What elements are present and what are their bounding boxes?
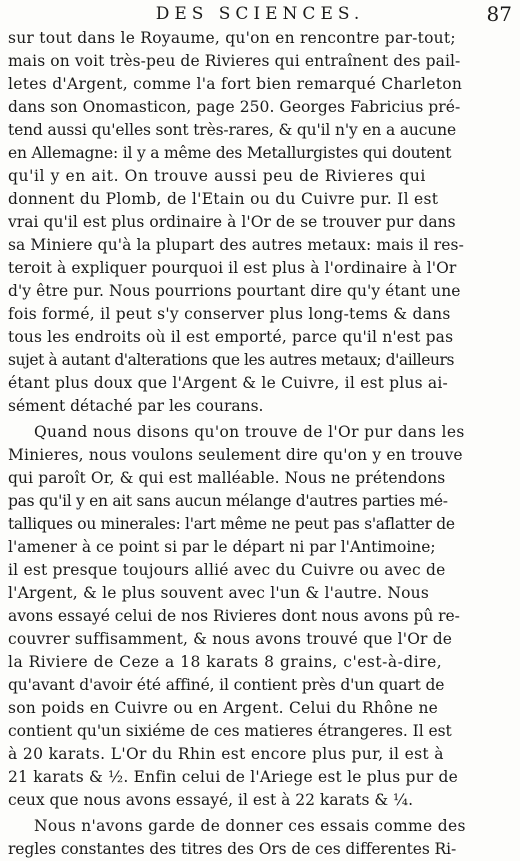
text-line: en Allemagne: il y a même des Metallurgistes qui doutent (8, 144, 452, 162)
text-line: l'amener à ce point si par le départ ni par l'Antimoine; (8, 538, 436, 556)
text-line: ceux que nous avons essayé, il est à 22 karats & ¼. (8, 791, 413, 809)
page-number: 87 (486, 2, 512, 26)
text-line: avons essayé celui de nos Rivieres dont nous avons pû re- (8, 607, 460, 625)
running-title: DES SCIENCES. (155, 4, 365, 24)
running-head (0, 2, 520, 28)
text-line: Nous n'avons garde de donner ces essais comme des (34, 817, 466, 835)
text-line: donnent du Plomb, de l'Etain ou du Cuivre pur. Il est (8, 190, 439, 208)
text-line: 21 karats & ½. Enfin celui de l'Ariege est le plus pur de (8, 768, 459, 786)
text-line: sément détaché par les courans. (8, 397, 264, 415)
text-line: teroit à expliquer pourquoi il est plus à l'ordinaire à l'Or (8, 259, 457, 277)
text-line: étant plus doux que l'Argent & le Cuivre, il est plus ai- (8, 374, 448, 392)
text-line: Minieres, nous voulons seulement dire qu'on y en trouve (8, 446, 463, 464)
text-line: tend aussi qu'elles sont très-rares, & qu'il n'y en a aucune (8, 121, 456, 139)
text-line: Quand nous disons qu'on trouve de l'Or pur dans les (34, 423, 465, 441)
text-line: sa Miniere qu'à la plupart des autres metaux: mais il res- (8, 236, 464, 254)
text-line: vrai qu'il est plus ordinaire à l'Or de se trouver pur dans (8, 213, 456, 231)
text-line: il est presque toujours allié avec du Cuivre ou avec de (8, 561, 446, 579)
text-line: couvrer suffisamment, & nous avons trouvé que l'Or de (8, 630, 453, 648)
text-line: tous les endroits où il est emporté, parce qu'il n'est pas (8, 328, 454, 346)
text-line: talliques ou minerales: l'art même ne peut pas s'aflatter de (8, 515, 455, 533)
text-line: qui paroît Or, & qui est malléable. Nous ne prétendons (8, 469, 446, 487)
text-line: qu'il y en ait. On trouve aussi peu de Rivieres qui (8, 167, 426, 185)
text-line: sur tout dans le Royaume, qu'on en rencontre par-tout; (8, 29, 456, 47)
text-line: mais on voit très-peu de Rivieres qui entraînent des pail- (8, 52, 461, 70)
text-line: son poids en Cuivre ou en Argent. Celui du Rhône ne (8, 699, 439, 717)
text-line: l'Argent, & le plus souvent avec l'un & l'autre. Nous (8, 584, 429, 602)
text-line: dans son Onomasticon, page 250. Georges Fabricius pré- (8, 98, 461, 116)
text-line: regles constantes des titres des Ors de ces differentes Ri- (8, 840, 457, 858)
text-line: la Riviere de Ceze a 18 karats 8 grains, c'est-à-dire, (8, 653, 443, 671)
text-line: à 20 karats. L'Or du Rhin est encore plus pur, il est à (8, 745, 444, 763)
text-line: pas qu'il y en ait sans aucun mélange d'autres parties mé- (8, 492, 448, 510)
text-line: fois formé, il peut s'y conserver plus long-tems & dans (8, 305, 451, 323)
text-line: qu'avant d'avoir été affiné, il contient près d'un quart de (8, 676, 445, 694)
text-line: contient qu'un sixiéme de ces matieres étrangeres. Il est (8, 722, 452, 740)
text-line: letes d'Argent, comme l'a fort bien remarqué Charleton (8, 75, 463, 93)
text-line: d'y être pur. Nous pourrions pourtant dire qu'y étant une (8, 282, 461, 300)
text-line: sujet à autant d'alterations que les autres metaux; d'ailleurs (8, 351, 454, 369)
